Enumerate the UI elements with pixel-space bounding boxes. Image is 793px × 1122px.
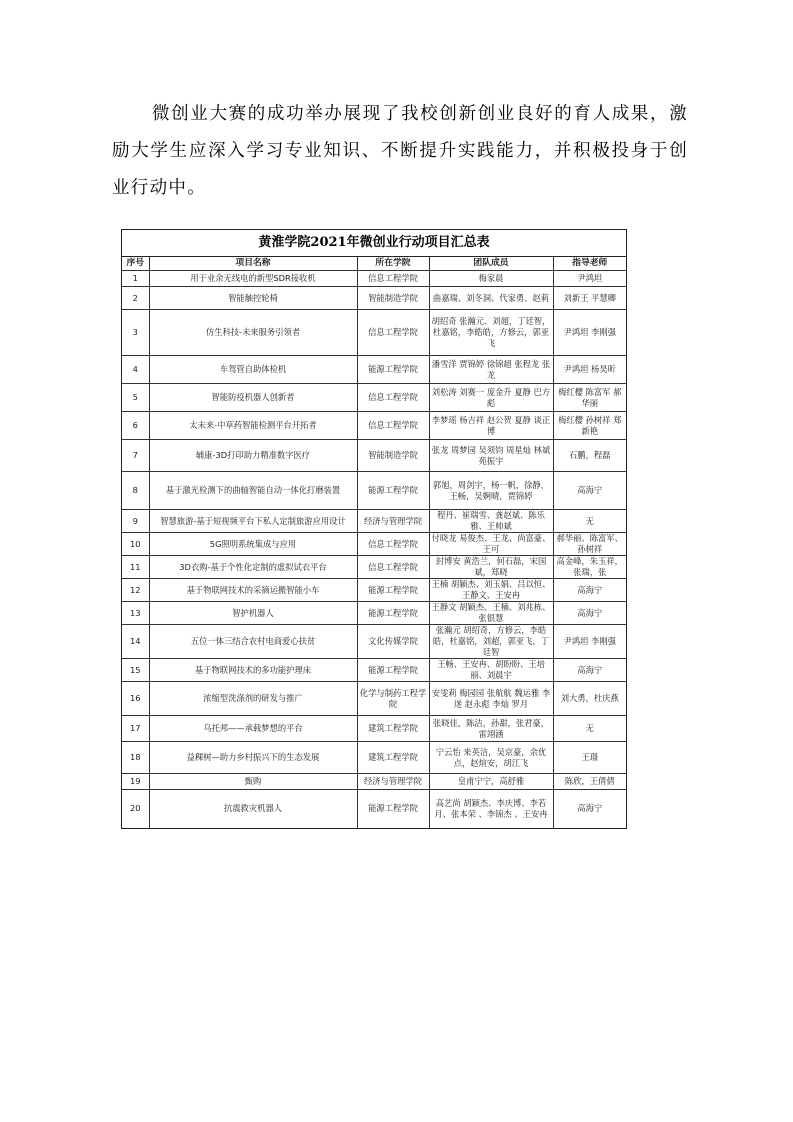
- table-row: [122, 579, 626, 602]
- cell-no: 16: [122, 682, 149, 716]
- cell-no: 7: [122, 440, 149, 472]
- cell-college: 信息工程学院: [357, 271, 429, 287]
- cell-members: 张龙 周梦园 吴须钧 周星灿 林斌 苑振宇: [429, 440, 553, 472]
- cell-members: 张瀚元 胡绍奇，方修云，李皓皓，杜嘉铭，刘超，郭亚飞，丁廷智: [429, 625, 553, 659]
- table-row: [122, 384, 626, 412]
- cell-college: 信息工程学院: [357, 412, 429, 440]
- cell-college: 能源工程学院: [357, 790, 429, 828]
- table-row: [122, 742, 626, 774]
- cell-college: 文化传媒学院: [357, 625, 429, 659]
- table-row: [122, 716, 626, 742]
- cell-advisor: 高海宁: [553, 602, 626, 625]
- cell-advisor: 王璟: [553, 742, 626, 774]
- cell-members: 封博安 黄浩兰，何石磊，宋国斌，郑晓: [429, 556, 553, 579]
- cell-advisor: 高金峰，朱玉祥，张瑞，张: [553, 556, 626, 579]
- projects-table: [122, 257, 626, 828]
- cell-advisor: 刘新王 平慧卿: [553, 287, 626, 310]
- cell-members: 曲嘉瑞、刘冬洞、代家勇、赵莉: [429, 287, 553, 310]
- table-row: [122, 310, 626, 356]
- cell-members: 皇甫宁宁，高舒雅: [429, 774, 553, 790]
- cell-advisor: 无: [553, 716, 626, 742]
- cell-members: 李梦瑶 杨吉祥 赵公贺 夏静 谈正博: [429, 412, 553, 440]
- cell-advisor: 高海宁: [553, 659, 626, 682]
- cell-college: 能源工程学院: [357, 472, 429, 510]
- cell-college: 信息工程学院: [357, 533, 429, 556]
- header-name: 项目名称: [149, 257, 357, 271]
- header-no: 序号: [122, 257, 149, 271]
- cell-no: 17: [122, 716, 149, 742]
- cell-advisor: 尹鸿坦 李刚强: [553, 625, 626, 659]
- cell-college: 经济与管理学院: [357, 510, 429, 533]
- cell-members: 王静文 胡颖杰、王楠、刘兆栋、张银慧: [429, 602, 553, 625]
- cell-members: 胡绍奇 张瀚元、刘超，丁廷智，杜嘉铭，李皓皓，方修云，郭亚飞: [429, 310, 553, 356]
- cell-members: 安雯莉 梅园园 张航航 魏运雅 李迷 赵永彪 李灿 罗月: [429, 682, 553, 716]
- cell-no: 3: [122, 310, 149, 356]
- cell-college: 信息工程学院: [357, 556, 429, 579]
- cell-advisor: 梅红樱 陈富军 郝华丽: [553, 384, 626, 412]
- cell-no: 10: [122, 533, 149, 556]
- cell-advisor: 无: [553, 510, 626, 533]
- table-row: [122, 682, 626, 716]
- cell-project-name: 智慧旅游-基于短视频平台下私人定制旅游应用设计: [149, 510, 357, 533]
- cell-project-name: 智能触控轮椅: [149, 287, 357, 310]
- cell-project-name: 抗震救灾机器人: [149, 790, 357, 828]
- cell-project-name: 太未来-中草药智能检测平台开拓者: [149, 412, 357, 440]
- header-row: [122, 257, 626, 271]
- table-row: [122, 440, 626, 472]
- cell-members: 王畅、王安冉、胡盼盼、王培丽、刘晨宇: [429, 659, 553, 682]
- cell-college: 建筑工程学院: [357, 716, 429, 742]
- cell-college: 能源工程学院: [357, 356, 429, 384]
- header-college: 所在学院: [357, 257, 429, 271]
- cell-members: 付晓龙 易俊杰、王龙、尚富豪、王可: [429, 533, 553, 556]
- cell-college: 智能制造学院: [357, 287, 429, 310]
- cell-no: 19: [122, 774, 149, 790]
- cell-no: 4: [122, 356, 149, 384]
- cell-project-name: 基于物联网技术的多功能护理床: [149, 659, 357, 682]
- cell-project-name: 基于激光检测下的曲轴智能自动一体化打磨装置: [149, 472, 357, 510]
- cell-college: 经济与管理学院: [357, 774, 429, 790]
- cell-no: 2: [122, 287, 149, 310]
- cell-college: 信息工程学院: [357, 310, 429, 356]
- cell-members: 郭旭，周剑宇，杨一帆，徐静，王畅，吴婀晴，贾锦婷: [429, 472, 553, 510]
- cell-members: 潘雪洋 贾锦婷 徐锦超 张程龙 张龙: [429, 356, 553, 384]
- cell-project-name: 基于物联网技术的采摘运搬智能小车: [149, 579, 357, 602]
- cell-project-name: 甄购: [149, 774, 357, 790]
- cell-members: 高艺尚 胡颖杰、李庆博、李若月、张本荣 、李锦杰 、王安冉: [429, 790, 553, 828]
- header-members: 团队成员: [429, 257, 553, 271]
- cell-no: 12: [122, 579, 149, 602]
- cell-no: 11: [122, 556, 149, 579]
- cell-advisor: 尹鸿坦: [553, 271, 626, 287]
- cell-project-name: 车驾管自助体检机: [149, 356, 357, 384]
- table-row: [122, 287, 626, 310]
- cell-no: 14: [122, 625, 149, 659]
- cell-project-name: 辅康-3D打印助力精准数字医疗: [149, 440, 357, 472]
- cell-advisor: 刘大勇，杜庆燕: [553, 682, 626, 716]
- cell-members: 张晓佳，陈洁，孙甜，张君豪，雷翊涵: [429, 716, 553, 742]
- cell-college: 化学与制药工程学院: [357, 682, 429, 716]
- cell-advisor: 尹鸿坦 杨昊昕: [553, 356, 626, 384]
- cell-no: 8: [122, 472, 149, 510]
- table-row: [122, 790, 626, 828]
- table-row: [122, 602, 626, 625]
- cell-college: 能源工程学院: [357, 659, 429, 682]
- table-title: 黄淮学院2021年微创业行动项目汇总表: [122, 230, 626, 257]
- cell-advisor: 高海宁: [553, 579, 626, 602]
- table-row: [122, 774, 626, 790]
- cell-project-name: 3D衣购-基于个性化定制的虚拟试衣平台: [149, 556, 357, 579]
- cell-advisor: 尹鸿坦 李刚强: [553, 310, 626, 356]
- cell-no: 20: [122, 790, 149, 828]
- project-summary-table: [121, 229, 627, 829]
- cell-college: 建筑工程学院: [357, 742, 429, 774]
- table-row: [122, 472, 626, 510]
- cell-members: 宁云怡 来英洁，吴京豪，余优点，赵煊安，胡江飞: [429, 742, 553, 774]
- table-row: [122, 356, 626, 384]
- cell-project-name: 乌托邦——承载梦想的平台: [149, 716, 357, 742]
- cell-members: 梅家晨: [429, 271, 553, 287]
- cell-no: 9: [122, 510, 149, 533]
- cell-advisor: 高海宁: [553, 472, 626, 510]
- header-advisor: 指导老师: [553, 257, 626, 271]
- table-row: [122, 510, 626, 533]
- cell-members: 程丹、崔瑞雪、龚赵斌、陈乐雅、王帅斌: [429, 510, 553, 533]
- cell-advisor: 石鹏，程磊: [553, 440, 626, 472]
- cell-college: 能源工程学院: [357, 579, 429, 602]
- cell-advisor: 梅红樱 孙树祥 郑新艳: [553, 412, 626, 440]
- cell-project-name: 5G照明系统集成与应用: [149, 533, 357, 556]
- cell-no: 6: [122, 412, 149, 440]
- cell-project-name: 五位一体三结合农村电商爱心扶贫: [149, 625, 357, 659]
- cell-no: 18: [122, 742, 149, 774]
- cell-advisor: 高海宁: [553, 790, 626, 828]
- cell-no: 13: [122, 602, 149, 625]
- cell-college: 信息工程学院: [357, 384, 429, 412]
- cell-advisor: 郝华丽、陈富军、孙树祥: [553, 533, 626, 556]
- cell-college: 能源工程学院: [357, 602, 429, 625]
- cell-no: 1: [122, 271, 149, 287]
- cell-project-name: 智能防疫机器人创新者: [149, 384, 357, 412]
- cell-project-name: 浓缩型洗涤剂的研发与推广: [149, 682, 357, 716]
- table-row: [122, 625, 626, 659]
- intro-paragraph: 微创业大赛的成功举办展现了我校创新创业良好的育人成果，激励大学生应深入学习专业知识、不断提升实践能力，并积极投身于创业行动中。: [112, 104, 688, 198]
- table-row: [122, 533, 626, 556]
- table-row: [122, 412, 626, 440]
- cell-project-name: 智护机器人: [149, 602, 357, 625]
- table-row: [122, 271, 626, 287]
- table-row: [122, 659, 626, 682]
- cell-project-name: 益稞树—助力乡村振兴下的生态发展: [149, 742, 357, 774]
- cell-project-name: 用于业余无线电的新型SDR接收机: [149, 271, 357, 287]
- table-row: [122, 556, 626, 579]
- cell-no: 15: [122, 659, 149, 682]
- cell-project-name: 仿生科技-未来服务引领者: [149, 310, 357, 356]
- cell-members: 刘松涛 刘赛一 庞金升 夏静 巴方彪: [429, 384, 553, 412]
- cell-no: 5: [122, 384, 149, 412]
- cell-college: 智能制造学院: [357, 440, 429, 472]
- cell-advisor: 陈欣，王倩倩: [553, 774, 626, 790]
- cell-members: 王楠 胡颖杰、刘玉娟、吕以恒、王静文、王安冉: [429, 579, 553, 602]
